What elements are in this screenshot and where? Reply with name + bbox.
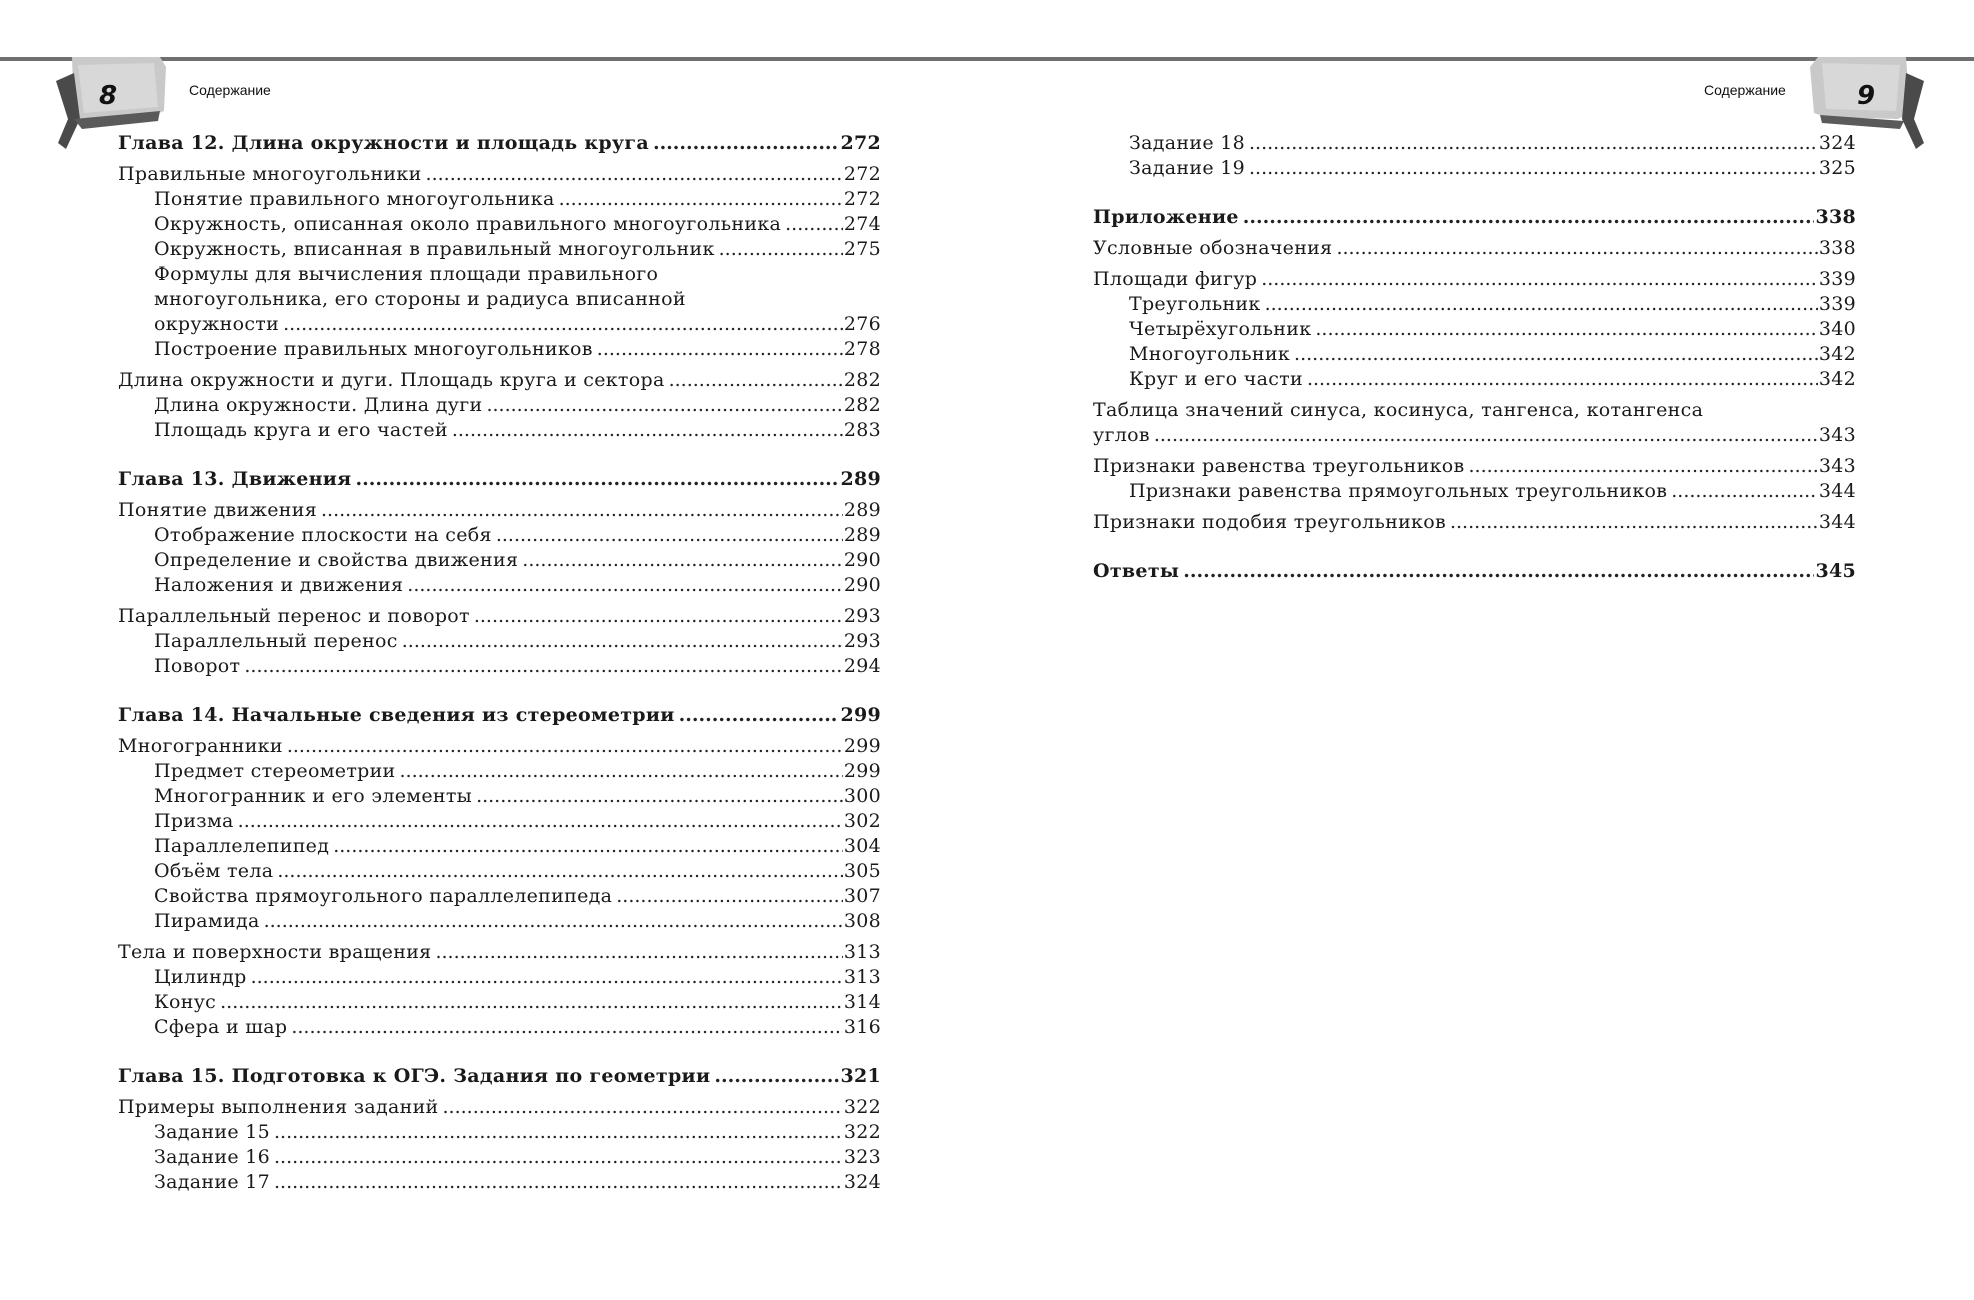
- toc-subsection[interactable]: [118, 629, 881, 654]
- toc-section[interactable]: [118, 162, 881, 187]
- page-ref: 304: [843, 835, 881, 857]
- dot-leader: [435, 940, 842, 965]
- dot-leader: [1336, 236, 1817, 261]
- toc-entry-title: Глава 13. Движения: [118, 468, 352, 490]
- toc-subsection[interactable]: [118, 393, 881, 418]
- page-ref: 343: [1818, 455, 1856, 477]
- dot-leader: [1249, 131, 1818, 156]
- page-ref: 344: [1818, 480, 1856, 502]
- toc-subsection[interactable]: [118, 212, 881, 237]
- toc-entry-title: Объём тела: [154, 860, 274, 882]
- toc-subsection[interactable]: [118, 1145, 881, 1170]
- dot-leader: [333, 834, 843, 859]
- dot-leader: [1183, 559, 1814, 584]
- dot-leader: [443, 1095, 843, 1120]
- toc-entry-title: Окружность, описанная около правильного многоугольника: [154, 213, 782, 235]
- toc-subsection[interactable]: [1093, 317, 1856, 342]
- toc-entry-title: Понятие правильного многоугольника: [154, 188, 555, 210]
- toc-section[interactable]: [118, 940, 881, 965]
- page-ref: 339: [1818, 293, 1856, 315]
- toc-section[interactable]: [1093, 510, 1856, 535]
- page-ref: 282: [843, 369, 881, 391]
- dot-leader: [486, 393, 842, 418]
- page-ref: 338: [1818, 237, 1856, 259]
- toc-entry-title: Площади фигур: [1093, 268, 1258, 290]
- toc-entry-title: Ответы: [1093, 560, 1180, 582]
- page-ref: 321: [840, 1065, 881, 1087]
- page-ref: 342: [1818, 343, 1856, 365]
- toc-entry-title: Примеры выполнения заданий: [118, 1096, 439, 1118]
- toc-entry-title: Понятие движения: [118, 499, 318, 521]
- toc-entry-title: Окружность, вписанная в правильный многоугольник: [154, 238, 715, 260]
- dot-leader: [669, 368, 843, 393]
- toc-entry-title: Призма: [154, 810, 234, 832]
- dot-leader: [426, 162, 843, 187]
- page-ref: 322: [843, 1096, 881, 1118]
- toc-entry-title: Глава 12. Длина окружности и площадь круга: [118, 132, 649, 154]
- toc-subsection[interactable]: [118, 312, 881, 337]
- page-ref: 276: [843, 313, 881, 335]
- toc-entry-title: Свойства прямоугольного параллелепипеда: [154, 885, 613, 907]
- toc-section[interactable]: [118, 734, 881, 759]
- toc-subsection[interactable]: [118, 237, 881, 262]
- toc-subsection[interactable]: [118, 418, 881, 443]
- dot-leader: [356, 467, 840, 492]
- toc-entry-title: Треугольник: [1129, 293, 1261, 315]
- toc-subsection[interactable]: [118, 1015, 881, 1040]
- toc-left-column: [118, 131, 881, 1195]
- dot-leader: [679, 703, 840, 728]
- dot-leader: [244, 654, 842, 679]
- dot-leader: [476, 784, 843, 809]
- toc-entry-title: Признаки подобия треугольников: [1093, 511, 1446, 533]
- page-ref: 316: [843, 1016, 881, 1038]
- page-ref: 314: [843, 991, 881, 1013]
- toc-entry-title: Параллельный перенос и поворот: [118, 605, 470, 627]
- toc-subsection[interactable]: [118, 548, 881, 573]
- page-ref: 325: [1818, 157, 1856, 179]
- dot-leader: [474, 604, 843, 629]
- toc-subsection[interactable]: [118, 1170, 881, 1195]
- page-number-right: 9: [1856, 81, 1876, 111]
- toc-section[interactable]: [118, 1095, 881, 1120]
- page-ref: 322: [843, 1121, 881, 1143]
- toc-entry-title: Круг и его части: [1129, 368, 1303, 390]
- toc-entry-title: Задание 16: [154, 1146, 270, 1168]
- dot-leader: [400, 759, 843, 784]
- page-ref: 282: [843, 394, 881, 416]
- page-ref: 342: [1818, 368, 1856, 390]
- toc-section[interactable]: [118, 498, 881, 523]
- page-ref: 299: [843, 760, 881, 782]
- dot-leader: [653, 131, 839, 156]
- page-ref: 344: [1818, 511, 1856, 533]
- page-ref: 278: [843, 338, 881, 360]
- dot-leader: [1261, 267, 1818, 292]
- dot-leader: [719, 237, 843, 262]
- page-ref: 313: [843, 941, 881, 963]
- toc-entry-title: Сфера и шар: [154, 1016, 288, 1038]
- running-title-right: Содержание: [1704, 82, 1786, 98]
- toc-subsection[interactable]: [118, 187, 881, 212]
- page-ref: 299: [843, 735, 881, 757]
- page-ref: 324: [843, 1171, 881, 1193]
- toc-section[interactable]: [118, 604, 881, 629]
- toc-entry-title: Площадь круга и его частей: [154, 419, 448, 441]
- toc-section[interactable]: [1093, 267, 1856, 292]
- toc-chapter[interactable]: [118, 1064, 881, 1089]
- page-ref: 302: [843, 810, 881, 832]
- toc-entry-title: Признаки равенства треугольников: [1093, 455, 1465, 477]
- toc-entry-title: Длина окружности. Длина дуги: [154, 394, 483, 416]
- page-ref: 274: [843, 213, 881, 235]
- toc-entry-title: Тела и поверхности вращения: [118, 941, 432, 963]
- page-ref: 290: [843, 549, 881, 571]
- page-ref: 272: [840, 132, 881, 154]
- page-ref: 272: [843, 188, 881, 210]
- toc-chapter[interactable]: [118, 703, 881, 728]
- toc-entry-title: Многогранники: [118, 735, 283, 757]
- toc-entry-title: Поворот: [154, 655, 241, 677]
- page-ref: 283: [843, 419, 881, 441]
- toc-chapter[interactable]: [118, 131, 881, 156]
- toc-subsection[interactable]: [118, 809, 881, 834]
- toc-entry-title: Наложения и движения: [154, 574, 404, 596]
- dot-leader: [264, 909, 843, 934]
- toc-subsection-line: многоугольника, его стороны и радиуса вписанной: [154, 288, 686, 310]
- toc-chapter[interactable]: [1093, 559, 1856, 584]
- toc-entry-title: Условные обозначения: [1093, 237, 1333, 259]
- page-ref: 324: [1818, 132, 1856, 154]
- dot-leader: [1243, 205, 1815, 230]
- toc-entry-title: Задание 17: [154, 1171, 270, 1193]
- dot-leader: [274, 1170, 843, 1195]
- page-ref: 272: [843, 163, 881, 185]
- dot-leader: [1450, 510, 1818, 535]
- toc-subsection[interactable]: [118, 965, 881, 990]
- page-ref: 275: [843, 238, 881, 260]
- toc-entry-title: Цилиндр: [154, 966, 247, 988]
- page-ref: 300: [843, 785, 881, 807]
- dot-leader: [496, 523, 843, 548]
- dot-leader: [616, 884, 843, 909]
- dot-leader: [283, 312, 843, 337]
- page-ref: 340: [1818, 318, 1856, 340]
- dot-leader: [1307, 367, 1818, 392]
- dot-leader: [522, 548, 843, 573]
- page-number-left: 8: [98, 81, 118, 111]
- page-ref: 323: [843, 1146, 881, 1168]
- dot-leader: [274, 1145, 843, 1170]
- toc-entry-title: Построение правильных многоугольников: [154, 338, 593, 360]
- page-ref: 339: [1818, 268, 1856, 290]
- page-ref: 289: [840, 468, 881, 490]
- toc-section-line: Таблица значений синуса, косинуса, тангенса, котангенса: [1093, 399, 1704, 421]
- dot-leader: [597, 337, 843, 362]
- toc-entry-title: Конус: [154, 991, 217, 1013]
- toc-entry-title: Глава 14. Начальные сведения из стереометрии: [118, 704, 675, 726]
- toc-entry-title: углов: [1093, 424, 1150, 446]
- page-ref: 299: [840, 704, 881, 726]
- toc-subsection[interactable]: [118, 859, 881, 884]
- dot-leader: [291, 1015, 842, 1040]
- toc-subsection[interactable]: [1093, 156, 1856, 181]
- toc-subsection[interactable]: [118, 337, 881, 362]
- toc-entry-title: окружности: [154, 313, 280, 335]
- dot-leader: [1265, 292, 1818, 317]
- dot-leader: [1468, 454, 1817, 479]
- dot-leader: [785, 212, 843, 237]
- toc-entry-title: Многогранник и его элементы: [154, 785, 473, 807]
- page-ref: 305: [843, 860, 881, 882]
- dot-leader: [714, 1064, 839, 1089]
- dot-leader: [1249, 156, 1818, 181]
- toc-entry-title: Задание 19: [1129, 157, 1245, 179]
- toc-subsection[interactable]: [1093, 131, 1856, 156]
- toc-subsection[interactable]: [118, 884, 881, 909]
- toc-subsection[interactable]: [118, 573, 881, 598]
- toc-entry-title: Четырёхугольник: [1129, 318, 1312, 340]
- toc-subsection[interactable]: [118, 654, 881, 679]
- page-ref: 289: [843, 499, 881, 521]
- page-ref: 313: [843, 966, 881, 988]
- toc-entry-title: Правильные многоугольники: [118, 163, 422, 185]
- toc-entry-title: Признаки равенства прямоугольных треугольников: [1129, 480, 1668, 502]
- top-rule: [0, 57, 1974, 61]
- dot-leader: [1294, 342, 1818, 367]
- page-ref: 294: [843, 655, 881, 677]
- toc-subsection-line: Формулы для вычисления площади правильного: [154, 263, 659, 285]
- toc-entry-title: Приложение: [1093, 206, 1239, 228]
- toc-right-column: [1093, 131, 1856, 584]
- dot-leader: [559, 187, 843, 212]
- toc-subsection[interactable]: [118, 1120, 881, 1145]
- toc-entry-title: Пирамида: [154, 910, 260, 932]
- page-number-tab-right: [1806, 59, 1926, 127]
- toc-subsection[interactable]: [1093, 292, 1856, 317]
- page-ref: 293: [843, 630, 881, 652]
- toc-section[interactable]: [1093, 454, 1856, 479]
- page-ref: 293: [843, 605, 881, 627]
- dot-leader: [277, 859, 843, 884]
- toc-chapter[interactable]: [1093, 205, 1856, 230]
- toc-entry-title: Определение и свойства движения: [154, 549, 519, 571]
- toc-entry-title: Параллельный перенос: [154, 630, 398, 652]
- page-ref: 290: [843, 574, 881, 596]
- dot-leader: [251, 965, 843, 990]
- toc-subsection[interactable]: [118, 909, 881, 934]
- dot-leader: [321, 498, 843, 523]
- dot-leader: [452, 418, 843, 443]
- page-ref: 308: [843, 910, 881, 932]
- dot-leader: [274, 1120, 843, 1145]
- toc-entry-title: Параллелепипед: [154, 835, 330, 857]
- toc-subsection[interactable]: [118, 784, 881, 809]
- toc-subsection[interactable]: [118, 834, 881, 859]
- toc-subsection[interactable]: [1093, 367, 1856, 392]
- dot-leader: [1671, 479, 1818, 504]
- toc-subsection[interactable]: [118, 523, 881, 548]
- toc-section[interactable]: [1093, 236, 1856, 261]
- toc-entry-title: Многоугольник: [1129, 343, 1291, 365]
- dot-leader: [407, 573, 843, 598]
- dot-leader: [220, 990, 843, 1015]
- dot-leader: [238, 809, 843, 834]
- toc-subsection[interactable]: [118, 990, 881, 1015]
- toc-entry-title: Задание 15: [154, 1121, 270, 1143]
- toc-section[interactable]: [118, 368, 881, 393]
- toc-subsection[interactable]: [118, 759, 881, 784]
- toc-entry-title: Отображение плоскости на себя: [154, 524, 492, 546]
- toc-subsection[interactable]: [1093, 479, 1856, 504]
- running-title-left: Содержание: [189, 82, 271, 98]
- toc-entry-title: Длина окружности и дуги. Площадь круга и сектора: [118, 369, 665, 391]
- toc-entry-title: Предмет стереометрии: [154, 760, 396, 782]
- page-ref: 345: [1815, 560, 1856, 582]
- dot-leader: [1154, 423, 1818, 448]
- page-ref: 343: [1818, 424, 1856, 446]
- toc-subsection[interactable]: [1093, 342, 1856, 367]
- toc-entry-title: Глава 15. Подготовка к ОГЭ. Задания по геометрии: [118, 1065, 711, 1087]
- toc-chapter[interactable]: [118, 467, 881, 492]
- page-ref: 307: [843, 885, 881, 907]
- page-ref: 289: [843, 524, 881, 546]
- toc-section[interactable]: [1093, 423, 1856, 448]
- dot-leader: [402, 629, 843, 654]
- page-number-tab-left: [54, 59, 174, 127]
- dot-leader: [287, 734, 843, 759]
- dot-leader: [1315, 317, 1817, 342]
- toc-entry-title: Задание 18: [1129, 132, 1245, 154]
- page-ref: 338: [1815, 206, 1856, 228]
